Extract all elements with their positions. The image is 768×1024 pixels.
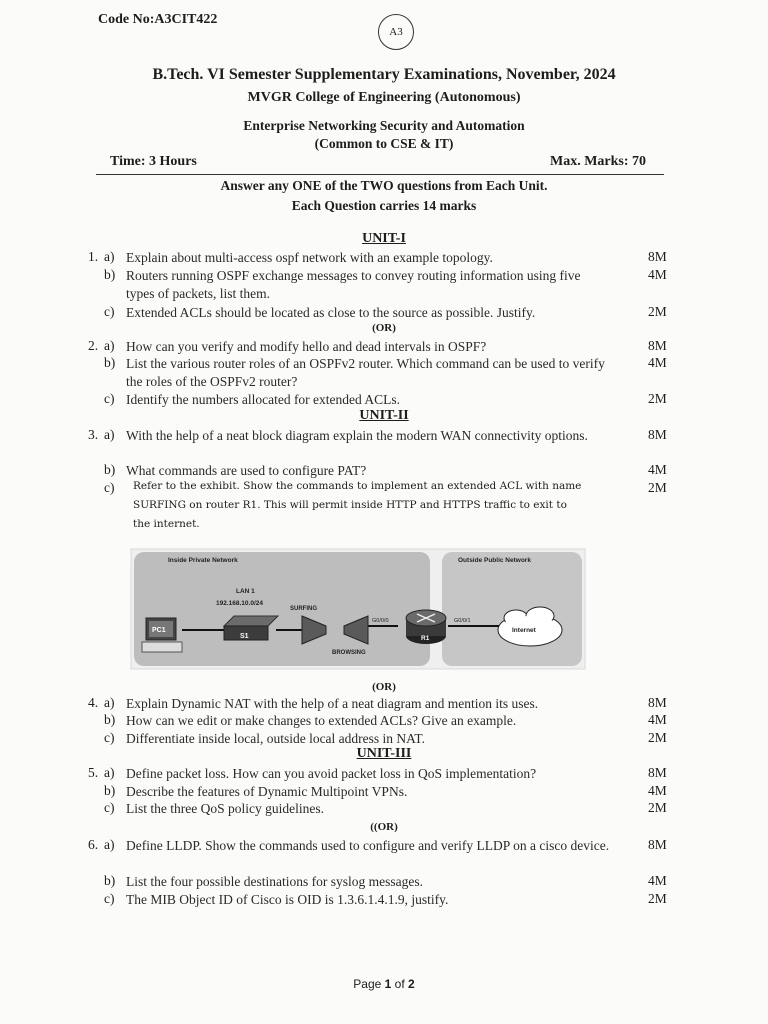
part-label: c) [104, 391, 115, 406]
part-label: b) [104, 355, 116, 370]
question-marks: 8M [648, 765, 667, 780]
instruction-2: Each Question carries 14 marks [291, 198, 477, 213]
question-text: How can we edit or make changes to extended ACLs? Give an example. [126, 713, 517, 728]
subject-name: Enterprise Networking Security and Automation [243, 118, 525, 133]
exam-code: Code No:A3CIT422 [98, 12, 218, 27]
or-separator: (OR) [372, 322, 396, 334]
part-label: c) [104, 480, 115, 495]
question-number: 4. [88, 695, 99, 710]
question-text: Extended ACLs should be located as close to the source as possible. Justify. [126, 305, 536, 320]
page-total: 2 [408, 977, 415, 991]
question-number: 2. [88, 338, 99, 353]
or-separator: (OR) [372, 681, 396, 693]
question-marks: 4M [648, 462, 667, 477]
unit-heading-2: UNIT-II [359, 408, 409, 423]
question-marks: 4M [648, 873, 667, 888]
page-footer [0, 977, 768, 991]
question-marks: 2M [648, 800, 667, 815]
browsing-label: BROWSING [332, 650, 366, 656]
question-text: Routers running OSPF exchange messages to convey routing information using five types of packets, list them. [126, 268, 581, 301]
question-text: Differentiate inside local, outside local address in NAT. [126, 731, 426, 746]
question-text: Define packet loss. How can you avoid packet loss in QoS implementation? [126, 766, 537, 781]
set-badge: A3 [378, 14, 414, 50]
college-name: MVGR College of Engineering (Autonomous) [247, 90, 521, 105]
question-text: Explain about multi-access ospf network with an example topology. [126, 250, 493, 265]
exam-time: Time: 3 Hours [110, 154, 197, 169]
question-text: The MIB Object ID of Cisco is OID is 1.3.6.1.4.1.9, justify. [126, 892, 449, 907]
header-divider [96, 174, 664, 175]
part-label: b) [104, 783, 116, 798]
max-marks: Max. Marks: 70 [550, 154, 647, 169]
unit-heading-1: UNIT-I [362, 231, 406, 246]
lan-label: LAN 1 [236, 588, 255, 595]
router-label: R1 [421, 635, 430, 642]
part-label: a) [104, 249, 115, 264]
internet-label: Internet [512, 627, 536, 634]
part-label: a) [104, 338, 115, 353]
question-text: Explain Dynamic NAT with the help of a neat diagram and mention its uses. [126, 696, 539, 711]
part-label: c) [104, 730, 115, 745]
question-marks: 8M [648, 427, 667, 442]
or-separator: ((OR) [370, 821, 398, 833]
question-marks: 8M [648, 837, 667, 852]
part-label: a) [104, 837, 115, 852]
part-label: a) [104, 695, 115, 710]
question-marks: 2M [648, 304, 667, 319]
network-exhibit-diagram [130, 548, 586, 670]
question-text: How can you verify and modify hello and dead intervals in OSPF? [126, 339, 487, 354]
pc-label: PC1 [152, 627, 166, 634]
page-word: Page [353, 977, 382, 991]
question-text: Identify the numbers allocated for extended ACLs. [126, 392, 401, 407]
question-number: 5. [88, 765, 99, 780]
question-marks: 4M [648, 267, 667, 282]
part-label: b) [104, 712, 116, 727]
question-marks: 4M [648, 712, 667, 727]
question-marks: 4M [648, 355, 667, 370]
question-marks: 8M [648, 249, 667, 264]
exam-title: B.Tech. VI Semester Supplementary Examinations, November, 2024 [152, 66, 616, 83]
question-marks: 2M [648, 391, 667, 406]
outside-network-label: Outside Public Network [458, 557, 531, 564]
interface-g001-label: G0/0/1 [454, 618, 471, 624]
part-label: a) [104, 765, 115, 780]
surfing-label: SURFING [290, 606, 317, 612]
part-label: a) [104, 427, 115, 442]
question-marks: 2M [648, 730, 667, 745]
inside-network-label: Inside Private Network [168, 557, 238, 564]
part-label: b) [104, 873, 116, 888]
question-marks: 2M [648, 891, 667, 906]
question-text: With the help of a neat block diagram explain the modern WAN connectivity options. [126, 428, 588, 443]
question-text: List the three QoS policy guidelines. [126, 801, 324, 816]
lan-subnet-label: 192.168.10.0/24 [216, 600, 263, 607]
page-number: 1 [384, 977, 392, 991]
question-marks: 2M [648, 480, 667, 495]
question-number: 1. [88, 249, 99, 264]
question-text: Refer to the exhibit. Show the commands to implement an extended ACL with name SURFING on router R1. This will permit inside HTTP and HTTPS traffic to exit to the internet. [133, 480, 582, 530]
question-text: Define LLDP. Show the commands used to configure and verify LLDP on a cisco device. [126, 838, 610, 853]
of-word: of [394, 977, 405, 991]
question-number: 6. [88, 837, 99, 852]
unit-heading-3: UNIT-III [356, 746, 412, 761]
question-marks: 4M [648, 783, 667, 798]
interface-g000-label: G0/0/0 [372, 618, 389, 624]
question-marks: 8M [648, 695, 667, 710]
question-text: List the various router roles of an OSPFv2 router. Which command can be used to verify the roles of the OSPFv2 router? [126, 356, 605, 389]
question-text: List the four possible destinations for syslog messages. [126, 874, 423, 889]
switch-label: S1 [240, 633, 249, 640]
pc-icon [142, 618, 182, 652]
part-label: c) [104, 304, 115, 319]
instruction-1: Answer any ONE of the TWO questions from Each Unit. [220, 178, 548, 193]
part-label: b) [104, 462, 116, 477]
outside-network-zone [442, 552, 582, 666]
common-to: (Common to CSE & IT) [314, 136, 454, 151]
question-text: What commands are used to configure PAT? [126, 463, 367, 478]
part-label: c) [104, 891, 115, 906]
question-marks: 8M [648, 338, 667, 353]
question-text: Describe the features of Dynamic Multipoint VPNs. [126, 784, 408, 799]
question-number: 3. [88, 427, 99, 442]
part-label: c) [104, 800, 115, 815]
part-label: b) [104, 267, 116, 282]
